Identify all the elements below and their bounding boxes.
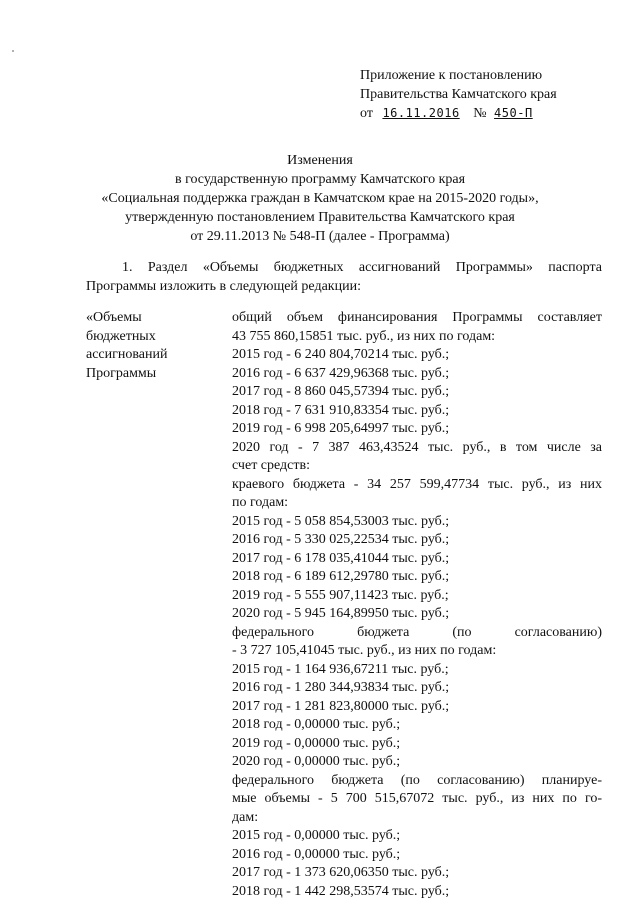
- budget-line: 2016 год - 1 280 344,93834 тыс. руб.;: [232, 680, 450, 695]
- budget-line: мые объемы - 5 700 515,67072 тыс. руб., из них по го-: [232, 791, 602, 806]
- budget-line: 2015 год - 6 240 804,70214 тыс. руб.;: [232, 347, 450, 362]
- handwritten-number: 450-П: [494, 106, 533, 120]
- budget-line: 2020 год - 7 387 463,43524 тыс. руб., в том числе за: [232, 439, 602, 455]
- title-line-4: утвержденную постановлением Правительства Камчатского края: [125, 210, 515, 225]
- title-line-3: «Социальная поддержка граждан в Камчатском крае на 2015-2020 годы»,: [101, 191, 539, 206]
- budget-line: 2020 год - 0,00000 тыс. руб.;: [232, 754, 401, 769]
- document-title: [60, 151, 580, 246]
- paragraph-line-2: Программы изложить в следующей редакции:: [86, 279, 361, 294]
- budget-line: дам:: [232, 809, 259, 825]
- title-line-1: Изменения: [287, 153, 353, 168]
- label-line-1: «Объемы: [86, 310, 142, 325]
- budget-line: 2018 год - 7 631 910,83354 тыс. руб.;: [232, 402, 450, 418]
- title-line-2: в государственную программу Камчатского края: [174, 172, 466, 187]
- budget-line: 2015 год - 5 058 854,53003 тыс. руб.;: [232, 513, 450, 529]
- budget-line: 2015 год - 1 164 936,67211 тыс. руб.;: [232, 661, 449, 677]
- budget-line: 2016 год - 0,00000 тыс. руб.;: [232, 846, 401, 862]
- budget-line: 2017 год - 1 373 620,06350 тыс. руб.;: [232, 865, 450, 880]
- budget-line: 2017 год - 1 281 823,80000 тыс. руб.;: [232, 698, 450, 714]
- scan-speck: [12, 50, 14, 52]
- budget-details-column: [232, 309, 602, 901]
- budget-line: 2020 год - 5 945 164,89950 тыс. руб.;: [232, 606, 450, 621]
- budget-line: 2019 год - 0,00000 тыс. руб.;: [232, 735, 401, 751]
- handwritten-date: 16.11.2016: [382, 106, 460, 120]
- budget-line: по годам:: [232, 495, 289, 510]
- label-line-4: Программы: [86, 365, 157, 381]
- budget-line: общий объем финансирования Программы составляет: [232, 310, 602, 325]
- budget-line: 2019 год - 5 555 907,11423 тыс. руб.;: [232, 587, 449, 603]
- appendix-line-1: Приложение к постановлению: [360, 68, 543, 83]
- appendix-header: [360, 66, 557, 123]
- budget-line: 2019 год - 6 998 205,64997 тыс. руб.;: [232, 421, 450, 436]
- paragraph-line-1: 1. Раздел «Объемы бюджетных ассигнований Программы» паспорта: [122, 260, 602, 275]
- budget-line: федерального бюджета (по согласованию) планируе-: [232, 772, 602, 788]
- budget-line: - 3 727 105,41045 тыс. руб., из них по годам:: [232, 643, 497, 658]
- budget-label-column: [86, 309, 167, 383]
- budget-line: 2016 год - 6 637 429,96368 тыс. руб.;: [232, 365, 450, 381]
- budget-line: счет средств:: [232, 458, 311, 473]
- budget-line: федерального бюджета (по согласованию): [232, 624, 602, 640]
- title-line-5: от 29.11.2013 № 548-П (далее - Программа): [190, 229, 450, 244]
- budget-line: краевого бюджета - 34 257 599,47734 тыс. руб., из них: [232, 476, 602, 492]
- budget-line: 2017 год - 8 860 045,57394 тыс. руб.;: [232, 384, 450, 399]
- budget-line: 43 755 860,15851 тыс. руб., из них по годам:: [232, 328, 496, 344]
- section-paragraph: [86, 258, 602, 296]
- budget-line: 2017 год - 6 178 035,41044 тыс. руб.;: [232, 550, 450, 566]
- from-label: от: [360, 106, 373, 121]
- budget-line: 2018 год - 0,00000 тыс. руб.;: [232, 717, 401, 732]
- label-line-2: бюджетных: [86, 328, 156, 344]
- appendix-date-line: [360, 104, 557, 123]
- budget-line: 2018 год - 1 442 298,53574 тыс. руб.;: [232, 883, 450, 899]
- budget-line: 2016 год - 5 330 025,22534 тыс. руб.;: [232, 532, 450, 547]
- number-label: №: [473, 106, 487, 121]
- budget-line: 2015 год - 0,00000 тыс. руб.;: [232, 828, 401, 843]
- budget-line: 2018 год - 6 189 612,29780 тыс. руб.;: [232, 569, 450, 584]
- appendix-line-2: Правительства Камчатского края: [360, 87, 557, 102]
- label-line-3: ассигнований: [86, 347, 168, 362]
